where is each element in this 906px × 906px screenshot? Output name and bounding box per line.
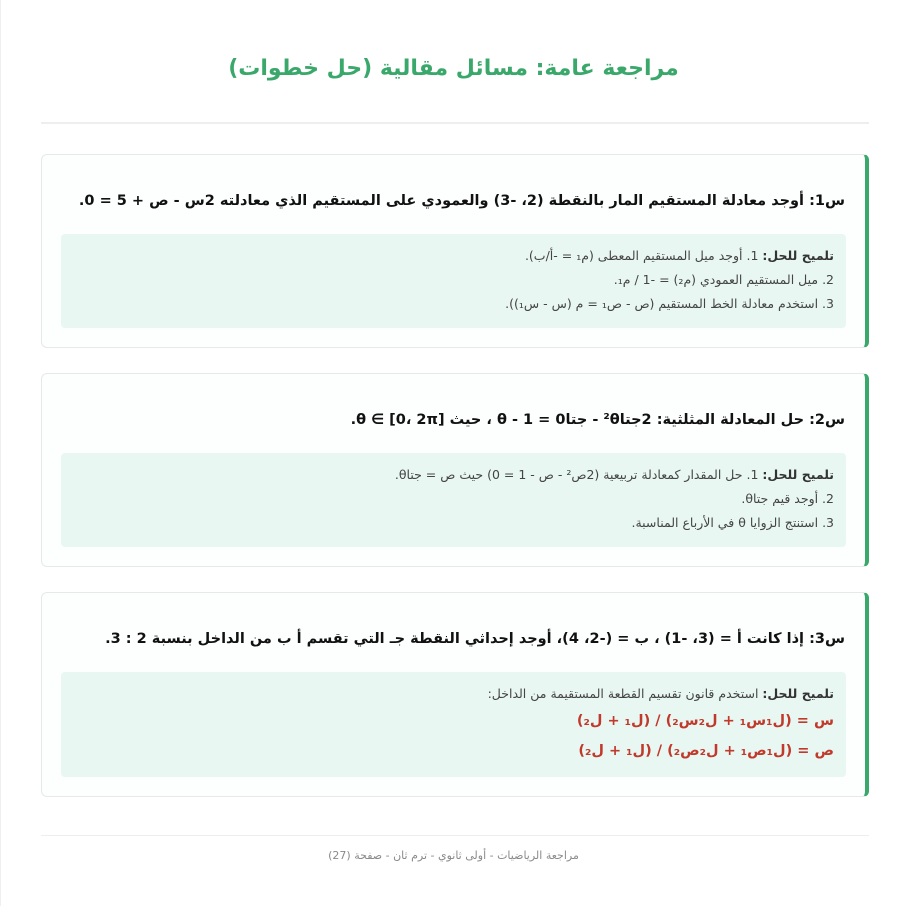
formula-y: ص = (ل₁ص₁ + ل₂ص₂) / (ل₁ + ل₂) — [578, 743, 834, 759]
hint-1-label: تلميح للحل: — [762, 248, 834, 263]
question-1-body: أوجد معادلة المستقيم المار بالنقطة (2، -3) والعمودي على المستقيم الذي معادلته 2س - ص + 5 = 0. — [78, 193, 810, 209]
hint-3-label: تلميح للحل: — [762, 686, 834, 701]
hint-1-line-2: 2. ميل المستقيم العمودي (م₂) = -1 / م₁. — [613, 272, 834, 287]
question-3-label: س3: — [809, 631, 845, 647]
question-card-3 — [41, 592, 869, 797]
question-2-label: س2: — [809, 412, 845, 428]
hint-2-label: تلميح للحل: — [762, 467, 834, 482]
question-card-2 — [41, 373, 869, 567]
question-card-1 — [41, 154, 869, 348]
question-3-text — [62, 631, 845, 647]
hint-box-2 — [61, 453, 846, 547]
hint-3-line-1: تلميح للحل: استخدم قانون تقسيم القطعة المستقيمة من الداخل: — [487, 686, 834, 701]
title-divider — [41, 122, 869, 124]
question-1-label: س1: — [809, 193, 845, 209]
question-2-body: حل المعادلة المثلثية: 2جتا²θ - جتاθ - 1 = 0 ، حيث θ ∈ [0، 2π]. — [350, 412, 810, 428]
hint-2-line-1: تلميح للحل: 1. حل المقدار كمعادلة تربيعية (2ص² - ص - 1 = 0) حيث ص = جتاθ. — [394, 467, 834, 482]
question-2-text — [62, 412, 845, 428]
footer-divider — [41, 835, 869, 836]
page-title: مراجعة عامة: مسائل مقالية (حل خطوات) — [228, 56, 679, 81]
hint-1-line-3: 3. استخدم معادلة الخط المستقيم (ص - ص₁ = م (س - س₁)). — [505, 296, 834, 311]
hint-2-line-3: 3. استنتج الزوايا θ في الأرباع المناسبة. — [631, 515, 834, 530]
question-1-text — [62, 193, 845, 209]
hint-box-3 — [61, 672, 846, 777]
hint-2-line-2: 2. أوجد قيم جتاθ. — [741, 491, 834, 506]
page-footer: مراجعة الرياضيات - أولى ثانوي - ترم ثان - صفحة (27) — [328, 849, 579, 862]
hint-box-1 — [61, 234, 846, 328]
formula-x: س = (ل₁س₁ + ل₂س₂) / (ل₁ + ل₂) — [576, 713, 834, 729]
question-3-body: إذا كانت أ = (3، -1) ، ب = (-2، 4)، أوجد إحداثي النقطة جـ التي تقسم أ ب من الداخل بنسبة 2 : 3. — [105, 631, 810, 647]
hint-1-line-1: تلميح للحل: 1. أوجد ميل المستقيم المعطى (م₁ = -أ/ب). — [524, 248, 834, 263]
